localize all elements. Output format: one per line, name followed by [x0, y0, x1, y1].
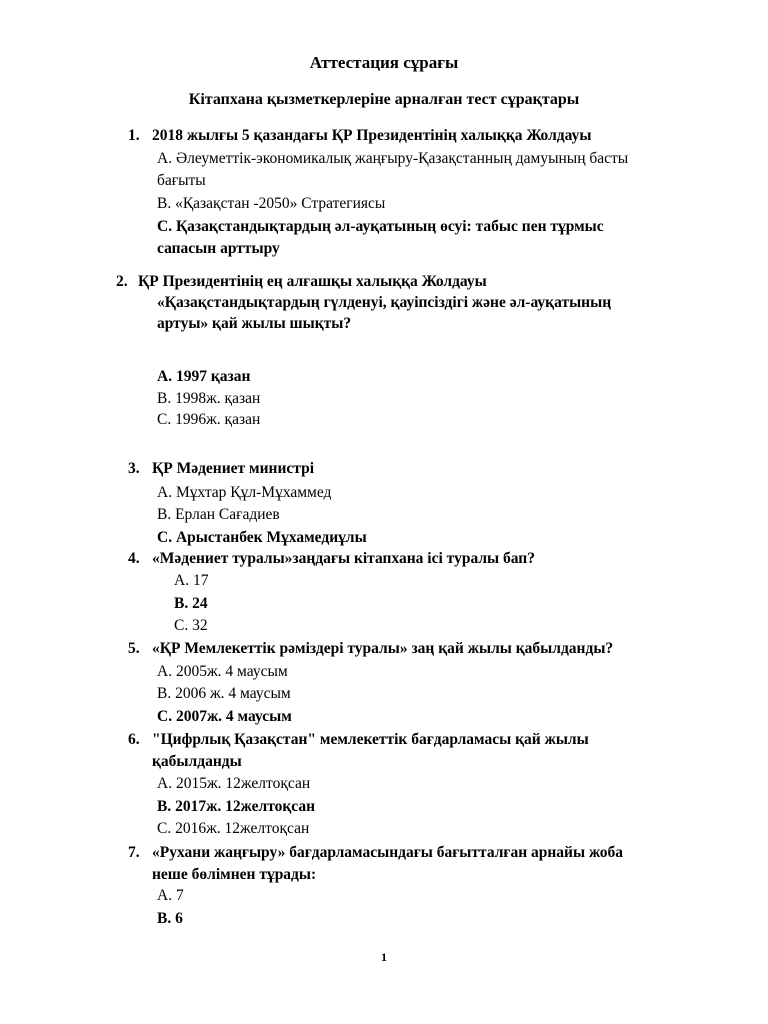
question-text: ҚР Мәдениет министрі: [152, 460, 315, 477]
answer-option-correct: B. 24: [174, 595, 208, 612]
question-text: «ҚР Мемлекеттік рәміздері туралы» заң қай жылы қабылданды?: [152, 640, 614, 657]
question-text: қабылданды: [152, 753, 242, 770]
question-text: артуы» қай жылы шықты?: [157, 315, 352, 332]
answer-option: A. Әлеуметтік-экономикалық жаңғыру-Қазақстанның дамуының басты: [157, 150, 629, 167]
question-number: 4.: [128, 550, 140, 567]
question-number: 6.: [128, 731, 140, 748]
page-title: Аттестация сұрағы: [309, 53, 459, 72]
answer-option: A. 2015ж. 12желтоқсан: [157, 775, 311, 792]
answer-option: A. 17: [174, 572, 209, 589]
question-number: 5.: [128, 640, 140, 657]
question-number: 1.: [128, 127, 140, 144]
question-text: "Цифрлық Қазақстан" мемлекеттік бағдарламасы қай жылы: [152, 731, 589, 748]
question-text: «Мәдениет туралы»заңдағы кітапхана ісі туралы бап?: [152, 550, 535, 567]
page-number: 1: [381, 950, 387, 964]
answer-option: A. 2005ж. 4 маусым: [157, 663, 288, 680]
answer-option: B. «Қазақстан -2050» Стратегиясы: [157, 195, 386, 212]
answer-option: A. Мұхтар Құл-Мұхаммед: [157, 484, 332, 501]
answer-option-correct: C. Қазақстандықтардың әл-ауқатының өсуі: табыс пен тұрмыс: [157, 218, 604, 235]
answer-option: B. 1998ж. қазан: [157, 390, 261, 407]
answer-option: бағыты: [157, 172, 206, 189]
answer-option-correct: сапасын арттыру: [157, 240, 280, 257]
question-text: 2018 жылғы 5 қазандағы ҚР Президентінің халыққа Жолдауы: [152, 127, 592, 144]
question-number: 3.: [128, 460, 140, 477]
question-text: неше бөлімнен тұрады:: [152, 866, 317, 883]
answer-option-correct: A. 1997 қазан: [157, 368, 251, 385]
answer-option-correct: C. Арыстанбек Мұхамедиұлы: [157, 529, 367, 546]
question-text: «Қазақстандықтардың гүлденуі, қауіпсіздігі және әл-ауқатының: [157, 294, 612, 311]
answer-option-correct: C. 2007ж. 4 маусым: [157, 708, 292, 725]
question-number: 7.: [128, 844, 140, 861]
answer-option: A. 7: [157, 887, 184, 904]
answer-option: B. 2006 ж. 4 маусым: [157, 685, 291, 702]
answer-option: C. 1996ж. қазан: [157, 411, 261, 428]
question-text: ҚР Президентінің ең алғашқы халыққа Жолдауы: [138, 273, 487, 290]
answer-option: C. 2016ж. 12желтоқсан: [157, 820, 310, 837]
question-text: «Рухани жаңғыру» бағдарламасындағы бағытталған арнайы жоба: [152, 844, 624, 861]
answer-option: C. 32: [174, 617, 208, 634]
answer-option-correct: B. 6: [157, 910, 183, 927]
page-subtitle: Кітапхана қызметкерлеріне арналған тест сұрақтары: [188, 91, 580, 108]
question-number: 2.: [116, 273, 128, 290]
answer-option: B. Ерлан Сағадиев: [157, 506, 280, 523]
answer-option-correct: B. 2017ж. 12желтоқсан: [157, 798, 316, 815]
